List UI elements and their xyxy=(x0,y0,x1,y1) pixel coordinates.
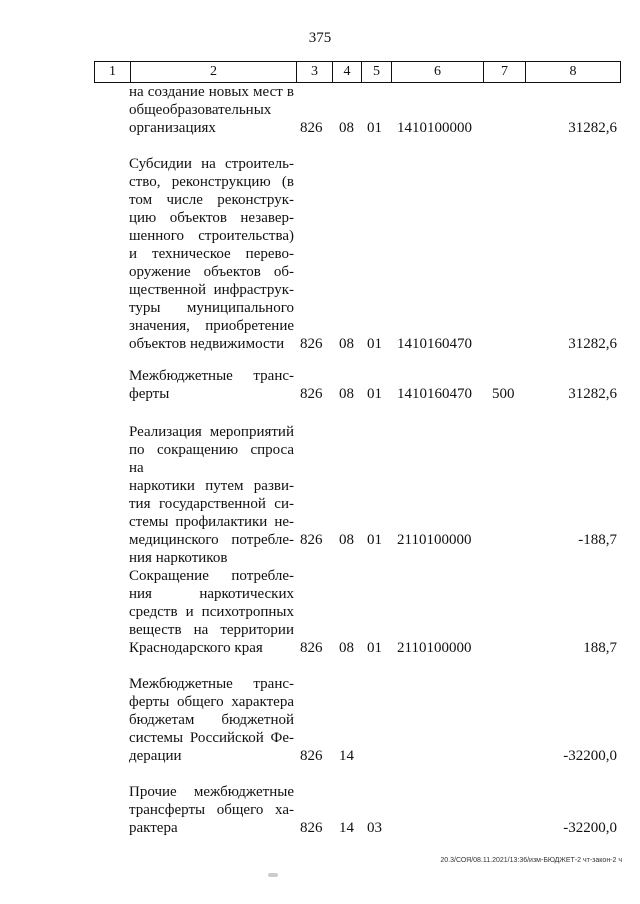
description-line: бюджетам бюджетной xyxy=(129,712,294,728)
description-line: системы Российской Фе- xyxy=(129,730,294,746)
cell-col-4: 08 xyxy=(339,386,354,402)
page-number: 375 xyxy=(308,30,332,46)
cell-col-4: 08 xyxy=(339,640,354,656)
cell-col-3: 826 xyxy=(300,640,323,656)
description-line: по сокращению спроса на xyxy=(129,442,294,476)
scan-smudge xyxy=(268,873,278,877)
description-line: дерации xyxy=(129,748,182,764)
description-line: ния наркотических xyxy=(129,586,294,602)
row-description xyxy=(129,783,294,837)
description-line: Межбюджетные транс- xyxy=(129,368,294,384)
description-line: веществ на территории xyxy=(129,622,294,638)
cell-col-3: 826 xyxy=(300,532,323,548)
row-description xyxy=(129,83,294,137)
cell-col-3: 826 xyxy=(300,820,323,836)
description-line: Реализация мероприятий xyxy=(129,424,294,440)
cell-col-5: 01 xyxy=(367,336,382,352)
description-line: ния наркотиков xyxy=(129,550,228,566)
description-line: тия государственной си- xyxy=(129,496,294,512)
description-line: цию объектов незавер- xyxy=(129,210,294,226)
document-footer: 20.3/СОЯ/08.11.2021/13:36/изм-БЮДЖЕТ-2 чт-закон-2 ч xyxy=(440,857,622,864)
description-line: шенного строительства) xyxy=(129,228,294,244)
cell-col-3: 826 xyxy=(300,748,323,764)
cell-col-8: -188,7 xyxy=(578,532,617,548)
cell-col-8: 188,7 xyxy=(583,640,617,656)
description-line: ферты xyxy=(129,386,170,402)
description-line: ство, реконструкцию (в xyxy=(129,174,294,190)
header-col-1: 1 xyxy=(95,62,131,82)
description-line: Субсидии на строитель- xyxy=(129,156,294,172)
description-line: туры муниципального xyxy=(129,300,294,316)
header-col-4: 4 xyxy=(333,62,362,82)
description-line: значения, приобретение xyxy=(129,318,294,334)
cell-col-6: 2110100000 xyxy=(397,532,472,548)
description-line: объектов недвижимости xyxy=(129,336,285,352)
row-description xyxy=(129,367,294,403)
cell-col-4: 14 xyxy=(339,748,354,764)
header-col-6: 6 xyxy=(392,62,484,82)
cell-col-8: 31282,6 xyxy=(568,120,617,136)
description-line: наркотики путем разви- xyxy=(129,478,294,494)
description-line: на создание новых мест в xyxy=(129,84,294,100)
description-line: Межбюджетные транс- xyxy=(129,676,294,692)
cell-col-6: 1410160470 xyxy=(397,386,472,402)
description-line: щественной инфраструк- xyxy=(129,282,294,298)
cell-col-3: 826 xyxy=(300,120,323,136)
cell-col-4: 08 xyxy=(339,336,354,352)
cell-col-5: 01 xyxy=(367,532,382,548)
description-line: оружение объектов об- xyxy=(129,264,294,280)
header-col-8: 8 xyxy=(569,64,577,79)
cell-col-7: 500 xyxy=(492,386,515,402)
description-line: Краснодарского края xyxy=(129,640,263,656)
table-header xyxy=(94,61,621,83)
cell-col-6: 1410160470 xyxy=(397,336,472,352)
description-line: стемы профилактики не- xyxy=(129,514,294,530)
cell-col-6: 1410100000 xyxy=(397,120,472,136)
cell-col-4: 08 xyxy=(339,532,354,548)
row-description xyxy=(129,675,294,765)
row-description xyxy=(129,567,294,657)
description-line: трансферты общего ха- xyxy=(129,802,294,818)
description-line: медицинского потребле- xyxy=(129,532,294,548)
description-line: ферты общего характера xyxy=(129,694,294,710)
cell-col-5: 01 xyxy=(367,120,382,136)
description-line: рактера xyxy=(129,820,178,836)
row-description xyxy=(129,423,294,567)
header-col-5: 5 xyxy=(362,62,392,82)
cell-col-3: 826 xyxy=(300,386,323,402)
description-line: Прочие межбюджетные xyxy=(129,784,294,800)
header-col-2: 2 xyxy=(131,62,297,82)
description-line: средств и психотропных xyxy=(129,604,294,620)
header-col-7: 7 xyxy=(484,62,526,82)
cell-col-5: 03 xyxy=(367,820,382,836)
header-col-3: 3 xyxy=(297,62,333,82)
description-line: общеобразовательных xyxy=(129,102,272,118)
cell-col-8: -32200,0 xyxy=(563,748,617,764)
cell-col-3: 826 xyxy=(300,336,323,352)
description-line: организациях xyxy=(129,120,216,136)
description-line: Сокращение потребле- xyxy=(129,568,294,584)
description-line: и техническое перево- xyxy=(129,246,294,262)
cell-col-5: 01 xyxy=(367,640,382,656)
cell-col-4: 14 xyxy=(339,820,354,836)
cell-col-6: 2110100000 xyxy=(397,640,472,656)
cell-col-8: 31282,6 xyxy=(568,336,617,352)
cell-col-8: 31282,6 xyxy=(568,386,617,402)
row-description xyxy=(129,155,294,353)
cell-col-4: 08 xyxy=(339,120,354,136)
cell-col-8: -32200,0 xyxy=(563,820,617,836)
description-line: том числе реконструк- xyxy=(129,192,294,208)
cell-col-5: 01 xyxy=(367,386,382,402)
